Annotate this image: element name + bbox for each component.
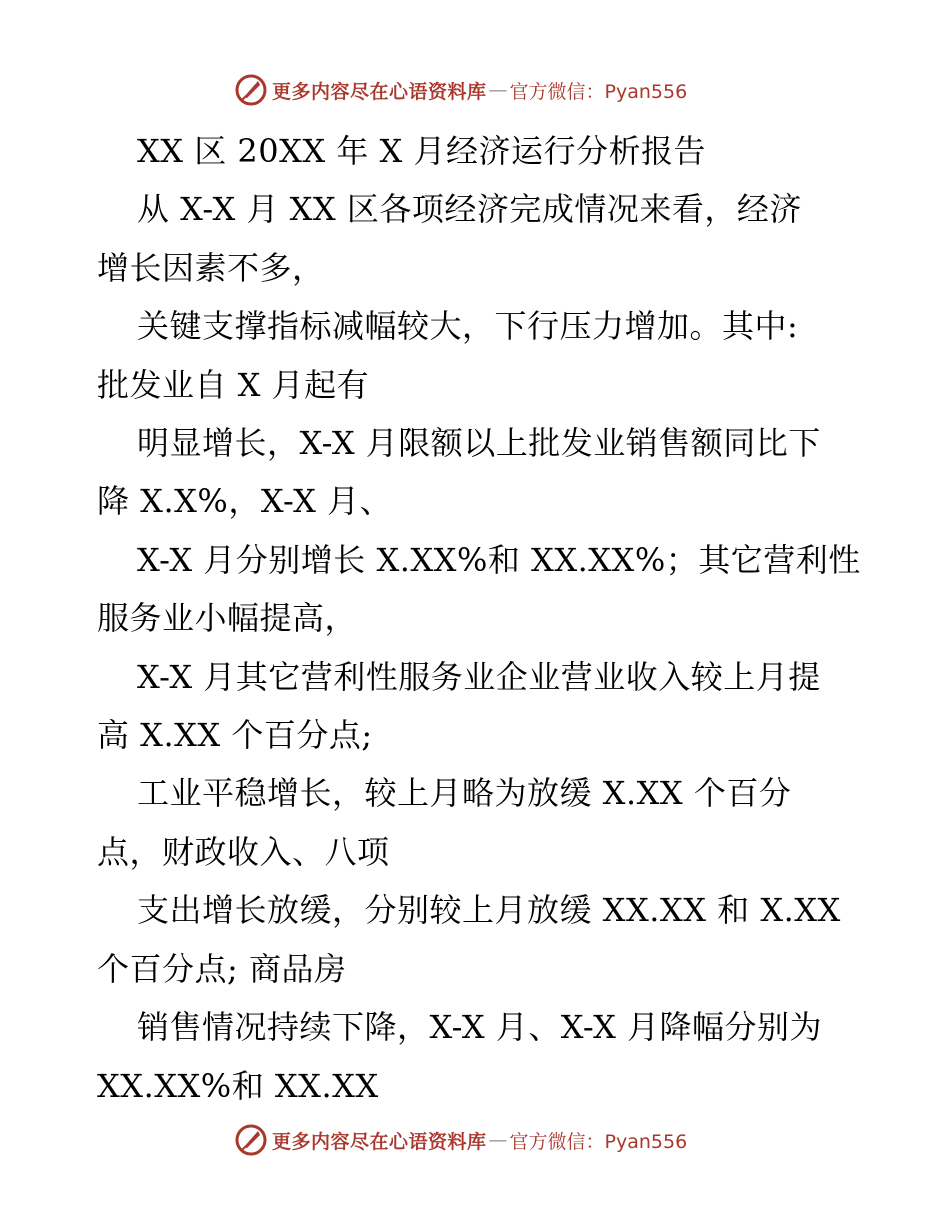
text-line: 从 X-X 月 XX 区各项经济完成情况来看，经济	[137, 190, 802, 229]
text-line: 关键支撑指标减幅较大，下行压力增加。其中:	[137, 307, 799, 346]
text-line: XX.XX%和 XX.XX	[97, 1066, 379, 1105]
text-line: 高 X.XX 个百分点;	[97, 716, 373, 755]
text-line: X-X 月分别增长 X.XX%和 XX.XX%；其它营利性	[137, 540, 861, 579]
text-line: 工业平稳增长，较上月略为放缓 X.XX 个百分	[137, 774, 792, 813]
banner-main-text: 更多内容尽在心语资料库	[272, 1130, 487, 1153]
quill-logo-icon	[234, 73, 268, 107]
banner-wechat-text: 官方微信：Pyan556	[509, 80, 688, 103]
quill-logo-icon	[234, 1123, 268, 1157]
banner-wechat-text: 官方微信：Pyan556	[509, 1130, 688, 1153]
text-line: 降 X.X%，X-X 月、	[97, 482, 393, 521]
text-line: 点，财政收入、八项	[97, 832, 390, 871]
text-line: 批发业自 X 月起有	[97, 365, 370, 404]
footer-watermark-banner	[234, 1122, 687, 1158]
text-line: 销售情况持续下降，X-X 月、X-X 月降幅分别为	[137, 1008, 823, 1047]
text-line: 增长因素不多，	[97, 248, 325, 287]
banner-separator: —	[488, 79, 508, 101]
banner-separator: —	[488, 1129, 508, 1151]
document-title: XX 区 20XX 年 X 月经济运行分析报告	[137, 132, 706, 170]
text-line: 支出增长放缓，分别较上月放缓 XX.XX 和 X.XX	[137, 891, 841, 930]
banner-main-text: 更多内容尽在心语资料库	[272, 80, 487, 103]
header-watermark-banner	[234, 72, 687, 108]
text-line: 服务业小幅提高，	[97, 599, 358, 638]
text-line: 个百分点; 商品房	[97, 949, 347, 988]
text-line: X-X 月其它营利性服务业企业营业收入较上月提	[137, 657, 821, 696]
text-line: 明显增长，X-X 月限额以上批发业销售额同比下	[137, 424, 821, 463]
document-body	[97, 122, 861, 1115]
